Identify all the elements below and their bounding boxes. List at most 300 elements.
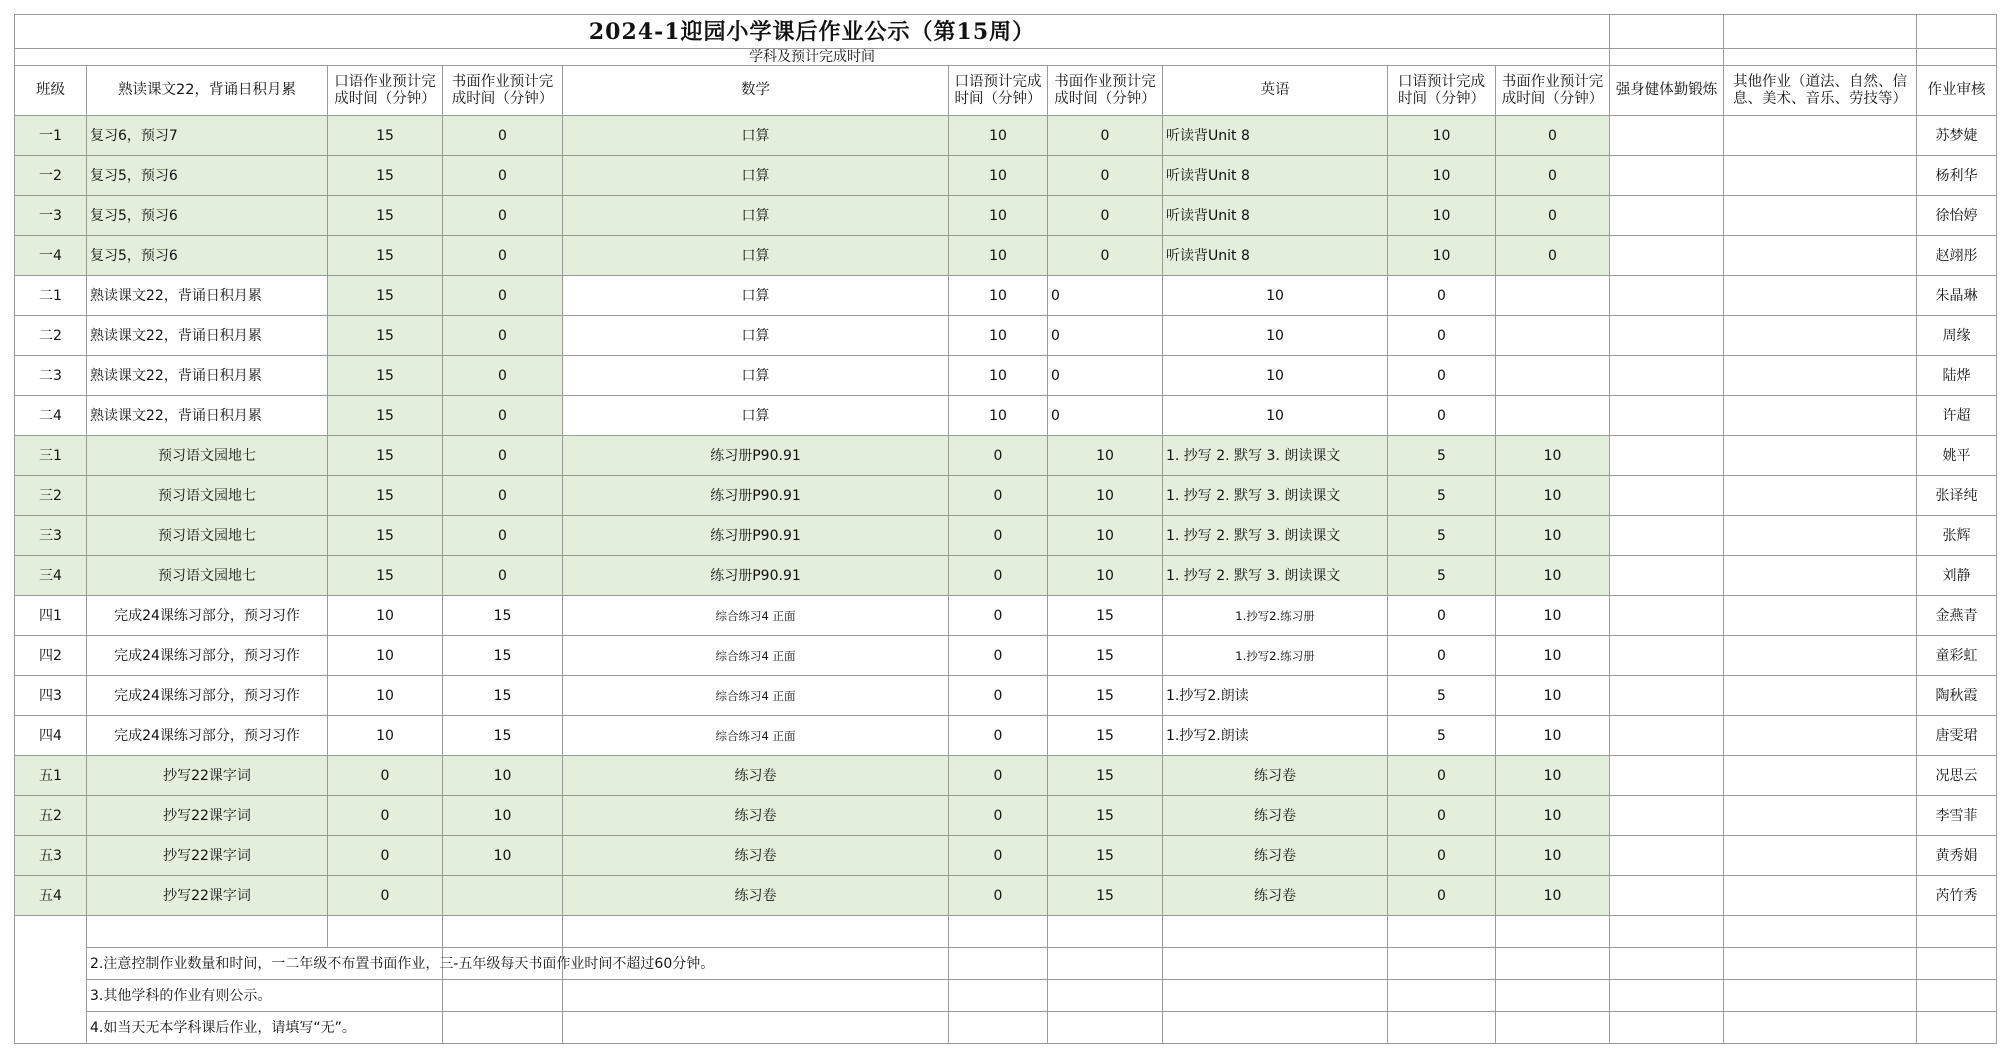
cell-pe[interactable] <box>1610 836 1724 876</box>
cell-math[interactable]: 口算 <box>563 276 949 316</box>
cell-math[interactable]: 练习卷 <box>563 836 949 876</box>
cell-english[interactable]: 1. 抄写 2. 默写 3. 朗读课文 <box>1163 436 1388 476</box>
cell-english[interactable]: 10 <box>1163 316 1388 356</box>
cell-empty[interactable] <box>949 1012 1048 1044</box>
cell-other[interactable] <box>1724 876 1917 916</box>
cell-pe[interactable] <box>1610 636 1724 676</box>
cell-chinese-written[interactable]: 0 <box>443 116 563 156</box>
cell-chinese-written[interactable]: 0 <box>443 476 563 516</box>
cell-class[interactable]: 三3 <box>15 516 87 556</box>
cell-chinese-oral[interactable]: 15 <box>328 156 443 196</box>
cell-chinese-written[interactable]: 0 <box>443 276 563 316</box>
cell-pe[interactable] <box>1610 756 1724 796</box>
cell-empty[interactable] <box>1917 49 1997 66</box>
cell-chinese[interactable]: 抄写22课字词 <box>87 876 328 916</box>
cell-chinese-oral[interactable]: 10 <box>328 636 443 676</box>
cell-english[interactable]: 练习卷 <box>1163 876 1388 916</box>
cell-empty[interactable] <box>1917 1012 1997 1044</box>
cell-math-oral[interactable]: 10 <box>949 356 1048 396</box>
cell-math-written[interactable]: 15 <box>1048 716 1163 756</box>
cell-english-written[interactable]: 10 <box>1496 756 1610 796</box>
cell-english[interactable]: 1.抄写2.练习册 <box>1163 636 1388 676</box>
cell-other[interactable] <box>1724 796 1917 836</box>
cell-class[interactable]: 二2 <box>15 316 87 356</box>
cell-pe[interactable] <box>1610 356 1724 396</box>
cell-english-written[interactable] <box>1496 276 1610 316</box>
cell-class[interactable]: 一3 <box>15 196 87 236</box>
cell-english-oral[interactable]: 0 <box>1388 636 1496 676</box>
cell-chinese-written[interactable]: 10 <box>443 756 563 796</box>
cell-english-written[interactable]: 10 <box>1496 836 1610 876</box>
cell-math-written[interactable]: 0 <box>1048 116 1163 156</box>
cell-english[interactable]: 1.抄写2.练习册 <box>1163 596 1388 636</box>
cell-math[interactable]: 口算 <box>563 356 949 396</box>
cell-english-oral[interactable]: 5 <box>1388 676 1496 716</box>
cell-chinese-oral[interactable]: 0 <box>328 756 443 796</box>
cell-chinese-written[interactable]: 15 <box>443 596 563 636</box>
cell-math-written[interactable]: 10 <box>1048 516 1163 556</box>
cell-english[interactable]: 10 <box>1163 276 1388 316</box>
cell-english-written[interactable]: 10 <box>1496 476 1610 516</box>
cell-math-oral[interactable]: 0 <box>949 716 1048 756</box>
cell-chinese[interactable]: 抄写22课字词 <box>87 796 328 836</box>
cell-pe[interactable] <box>1610 436 1724 476</box>
cell-chinese[interactable]: 预习语文园地七 <box>87 476 328 516</box>
cell-chinese[interactable]: 完成24课练习部分，预习习作 <box>87 716 328 756</box>
cell-pe[interactable] <box>1610 236 1724 276</box>
cell-chinese-oral[interactable]: 15 <box>328 436 443 476</box>
cell-chinese-written[interactable]: 0 <box>443 156 563 196</box>
cell-chinese[interactable]: 复习5，预习6 <box>87 156 328 196</box>
cell-math[interactable]: 练习册P90.91 <box>563 556 949 596</box>
cell-pe[interactable] <box>1610 156 1724 196</box>
cell-english-written[interactable] <box>1496 396 1610 436</box>
cell-pe[interactable] <box>1610 316 1724 356</box>
cell-class[interactable]: 二1 <box>15 276 87 316</box>
cell-class[interactable]: 五4 <box>15 876 87 916</box>
cell-review[interactable]: 苏梦婕 <box>1917 116 1997 156</box>
cell-math-oral[interactable]: 10 <box>949 236 1048 276</box>
cell-review[interactable]: 陶秋霞 <box>1917 676 1997 716</box>
cell-math[interactable]: 口算 <box>563 396 949 436</box>
cell-english-oral[interactable]: 5 <box>1388 436 1496 476</box>
cell-review[interactable]: 刘静 <box>1917 556 1997 596</box>
cell-class[interactable]: 三1 <box>15 436 87 476</box>
cell-empty[interactable] <box>1163 1012 1388 1044</box>
cell-chinese[interactable]: 复习6，预习7 <box>87 116 328 156</box>
cell-class[interactable]: 四2 <box>15 636 87 676</box>
cell-math-written[interactable]: 15 <box>1048 836 1163 876</box>
cell-review[interactable]: 杨利华 <box>1917 156 1997 196</box>
cell-math-oral[interactable]: 10 <box>949 396 1048 436</box>
cell-class[interactable]: 一1 <box>15 116 87 156</box>
cell-review[interactable]: 张译纯 <box>1917 476 1997 516</box>
cell-english-oral[interactable]: 0 <box>1388 796 1496 836</box>
cell-english-written[interactable]: 0 <box>1496 156 1610 196</box>
cell-pe[interactable] <box>1610 676 1724 716</box>
cell-english-oral[interactable]: 10 <box>1388 116 1496 156</box>
cell-math[interactable]: 综合练习4 正面 <box>563 636 949 676</box>
cell-pe[interactable] <box>1610 276 1724 316</box>
cell-chinese-oral[interactable]: 15 <box>328 356 443 396</box>
cell-english[interactable]: 练习卷 <box>1163 796 1388 836</box>
cell-english-oral[interactable]: 5 <box>1388 476 1496 516</box>
cell-math-written[interactable]: 0 <box>1048 196 1163 236</box>
cell-empty[interactable] <box>1048 916 1163 948</box>
cell-class[interactable]: 四4 <box>15 716 87 756</box>
cell-empty[interactable] <box>1724 15 1917 49</box>
cell-chinese[interactable]: 复习5，预习6 <box>87 196 328 236</box>
cell-review[interactable]: 陆烨 <box>1917 356 1997 396</box>
cell-empty[interactable] <box>1388 1012 1496 1044</box>
cell-chinese[interactable]: 熟读课文22，背诵日积月累 <box>87 316 328 356</box>
cell-english[interactable]: 1. 抄写 2. 默写 3. 朗读课文 <box>1163 516 1388 556</box>
cell-other[interactable] <box>1724 556 1917 596</box>
cell-chinese-written[interactable]: 10 <box>443 796 563 836</box>
cell-math-written[interactable]: 0 <box>1048 156 1163 196</box>
cell-empty[interactable] <box>443 1012 563 1044</box>
cell-class[interactable]: 一2 <box>15 156 87 196</box>
cell-class[interactable]: 二4 <box>15 396 87 436</box>
cell-class[interactable]: 五3 <box>15 836 87 876</box>
cell-empty[interactable] <box>1048 980 1163 1012</box>
cell-chinese-written[interactable]: 15 <box>443 676 563 716</box>
cell-class[interactable]: 五2 <box>15 796 87 836</box>
cell-math-written[interactable]: 15 <box>1048 596 1163 636</box>
cell-pe[interactable] <box>1610 596 1724 636</box>
cell-review[interactable]: 姚平 <box>1917 436 1997 476</box>
cell-chinese-written[interactable]: 0 <box>443 356 563 396</box>
cell-class[interactable]: 三4 <box>15 556 87 596</box>
cell-chinese[interactable]: 完成24课练习部分，预习习作 <box>87 636 328 676</box>
cell-english-oral[interactable]: 10 <box>1388 196 1496 236</box>
cell-english-oral[interactable]: 0 <box>1388 396 1496 436</box>
cell-pe[interactable] <box>1610 796 1724 836</box>
cell-english-written[interactable]: 0 <box>1496 116 1610 156</box>
cell-chinese-written[interactable]: 0 <box>443 196 563 236</box>
cell-empty[interactable] <box>563 980 949 1012</box>
cell-chinese-written[interactable]: 0 <box>443 556 563 596</box>
cell-chinese[interactable]: 完成24课练习部分，预习习作 <box>87 676 328 716</box>
cell-chinese-written[interactable]: 15 <box>443 716 563 756</box>
cell-pe[interactable] <box>1610 716 1724 756</box>
cell-math-oral[interactable]: 0 <box>949 556 1048 596</box>
cell-math-written[interactable]: 15 <box>1048 636 1163 676</box>
cell-other[interactable] <box>1724 636 1917 676</box>
cell-math-oral[interactable]: 10 <box>949 316 1048 356</box>
cell-english-written[interactable]: 10 <box>1496 596 1610 636</box>
cell-empty[interactable] <box>1917 15 1997 49</box>
cell-math-oral[interactable]: 0 <box>949 836 1048 876</box>
cell-review[interactable]: 李雪菲 <box>1917 796 1997 836</box>
cell-review[interactable]: 况思云 <box>1917 756 1997 796</box>
cell-english[interactable]: 10 <box>1163 396 1388 436</box>
cell-math[interactable]: 综合练习4 正面 <box>563 596 949 636</box>
cell-english[interactable]: 听读背Unit 8 <box>1163 236 1388 276</box>
cell-other[interactable] <box>1724 396 1917 436</box>
cell-pe[interactable] <box>1610 876 1724 916</box>
cell-empty[interactable] <box>15 916 87 1044</box>
cell-empty[interactable] <box>1496 916 1610 948</box>
cell-english-oral[interactable]: 5 <box>1388 556 1496 596</box>
cell-other[interactable] <box>1724 316 1917 356</box>
cell-math[interactable]: 练习卷 <box>563 876 949 916</box>
cell-empty[interactable] <box>949 948 1048 980</box>
cell-chinese[interactable]: 预习语文园地七 <box>87 556 328 596</box>
cell-math[interactable]: 练习册P90.91 <box>563 476 949 516</box>
cell-english[interactable]: 10 <box>1163 356 1388 396</box>
cell-english-written[interactable]: 10 <box>1496 796 1610 836</box>
cell-english[interactable]: 练习卷 <box>1163 756 1388 796</box>
cell-empty[interactable] <box>443 916 563 948</box>
cell-chinese-oral[interactable]: 15 <box>328 196 443 236</box>
cell-english[interactable]: 听读背Unit 8 <box>1163 156 1388 196</box>
cell-chinese-written[interactable]: 0 <box>443 436 563 476</box>
cell-empty[interactable] <box>1724 1012 1917 1044</box>
cell-english-written[interactable] <box>1496 356 1610 396</box>
cell-empty[interactable] <box>1724 916 1917 948</box>
cell-review[interactable]: 赵翊彤 <box>1917 236 1997 276</box>
cell-empty[interactable] <box>1496 1012 1610 1044</box>
cell-class[interactable]: 二3 <box>15 356 87 396</box>
cell-chinese-oral[interactable]: 15 <box>328 316 443 356</box>
cell-english[interactable]: 1. 抄写 2. 默写 3. 朗读课文 <box>1163 556 1388 596</box>
cell-english-written[interactable]: 10 <box>1496 556 1610 596</box>
cell-english-oral[interactable]: 10 <box>1388 156 1496 196</box>
cell-english-written[interactable]: 10 <box>1496 636 1610 676</box>
cell-class[interactable]: 四1 <box>15 596 87 636</box>
cell-math-oral[interactable]: 0 <box>949 436 1048 476</box>
cell-empty[interactable] <box>563 1012 949 1044</box>
cell-english-written[interactable] <box>1496 316 1610 356</box>
cell-math-written[interactable]: 0 <box>1048 276 1163 316</box>
cell-other[interactable] <box>1724 836 1917 876</box>
cell-english-written[interactable]: 10 <box>1496 876 1610 916</box>
cell-math-written[interactable]: 10 <box>1048 556 1163 596</box>
cell-english[interactable]: 1.抄写2.朗读 <box>1163 716 1388 756</box>
cell-empty[interactable] <box>1610 49 1724 66</box>
cell-empty[interactable] <box>1724 49 1917 66</box>
cell-pe[interactable] <box>1610 196 1724 236</box>
cell-math-oral[interactable]: 0 <box>949 756 1048 796</box>
cell-pe[interactable] <box>1610 516 1724 556</box>
cell-other[interactable] <box>1724 756 1917 796</box>
cell-chinese[interactable]: 预习语文园地七 <box>87 516 328 556</box>
cell-chinese-oral[interactable]: 15 <box>328 516 443 556</box>
cell-math-oral[interactable]: 0 <box>949 676 1048 716</box>
cell-class[interactable]: 四3 <box>15 676 87 716</box>
cell-math-oral[interactable]: 10 <box>949 196 1048 236</box>
cell-other[interactable] <box>1724 156 1917 196</box>
cell-review[interactable]: 许超 <box>1917 396 1997 436</box>
cell-english-written[interactable]: 10 <box>1496 436 1610 476</box>
cell-empty[interactable] <box>87 916 328 948</box>
cell-other[interactable] <box>1724 196 1917 236</box>
cell-other[interactable] <box>1724 516 1917 556</box>
cell-pe[interactable] <box>1610 116 1724 156</box>
cell-review[interactable]: 芮竹秀 <box>1917 876 1997 916</box>
cell-class[interactable]: 一4 <box>15 236 87 276</box>
cell-other[interactable] <box>1724 276 1917 316</box>
cell-review[interactable]: 张辉 <box>1917 516 1997 556</box>
cell-empty[interactable] <box>1496 948 1610 980</box>
cell-chinese-oral[interactable]: 15 <box>328 116 443 156</box>
cell-math[interactable]: 练习册P90.91 <box>563 516 949 556</box>
cell-other[interactable] <box>1724 116 1917 156</box>
cell-pe[interactable] <box>1610 476 1724 516</box>
cell-math-written[interactable]: 15 <box>1048 796 1163 836</box>
cell-chinese-oral[interactable]: 10 <box>328 596 443 636</box>
cell-class[interactable]: 三2 <box>15 476 87 516</box>
cell-english[interactable]: 1. 抄写 2. 默写 3. 朗读课文 <box>1163 476 1388 516</box>
cell-chinese-oral[interactable]: 0 <box>328 796 443 836</box>
cell-empty[interactable] <box>1388 916 1496 948</box>
cell-empty[interactable] <box>1163 980 1388 1012</box>
cell-math[interactable]: 口算 <box>563 316 949 356</box>
cell-chinese-oral[interactable]: 0 <box>328 876 443 916</box>
cell-empty[interactable] <box>1724 948 1917 980</box>
cell-chinese[interactable]: 熟读课文22，背诵日积月累 <box>87 276 328 316</box>
cell-other[interactable] <box>1724 676 1917 716</box>
cell-other[interactable] <box>1724 356 1917 396</box>
cell-english-written[interactable]: 0 <box>1496 196 1610 236</box>
cell-chinese[interactable]: 抄写22课字词 <box>87 836 328 876</box>
cell-math[interactable]: 综合练习4 正面 <box>563 716 949 756</box>
cell-math-oral[interactable]: 0 <box>949 476 1048 516</box>
cell-other[interactable] <box>1724 476 1917 516</box>
cell-math-oral[interactable]: 0 <box>949 876 1048 916</box>
cell-chinese[interactable]: 复习5，预习6 <box>87 236 328 276</box>
cell-empty[interactable] <box>1610 980 1724 1012</box>
cell-empty[interactable] <box>1917 980 1997 1012</box>
cell-math-oral[interactable]: 0 <box>949 636 1048 676</box>
cell-chinese-oral[interactable]: 10 <box>328 676 443 716</box>
cell-english-written[interactable]: 10 <box>1496 516 1610 556</box>
cell-review[interactable]: 徐怡婷 <box>1917 196 1997 236</box>
cell-english-written[interactable]: 10 <box>1496 716 1610 756</box>
cell-math-oral[interactable]: 10 <box>949 156 1048 196</box>
cell-chinese[interactable]: 抄写22课字词 <box>87 756 328 796</box>
cell-english-written[interactable]: 10 <box>1496 676 1610 716</box>
cell-other[interactable] <box>1724 436 1917 476</box>
cell-math-oral[interactable]: 10 <box>949 116 1048 156</box>
cell-chinese-oral[interactable]: 15 <box>328 396 443 436</box>
cell-english[interactable]: 1.抄写2.朗读 <box>1163 676 1388 716</box>
cell-class[interactable]: 五1 <box>15 756 87 796</box>
cell-review[interactable]: 周缘 <box>1917 316 1997 356</box>
cell-empty[interactable] <box>1048 1012 1163 1044</box>
cell-math-written[interactable]: 10 <box>1048 476 1163 516</box>
cell-empty[interactable] <box>563 916 949 948</box>
cell-math[interactable]: 练习卷 <box>563 796 949 836</box>
cell-chinese-oral[interactable]: 15 <box>328 556 443 596</box>
cell-english-oral[interactable]: 10 <box>1388 236 1496 276</box>
cell-math-oral[interactable]: 0 <box>949 516 1048 556</box>
cell-chinese-written[interactable]: 0 <box>443 516 563 556</box>
cell-empty[interactable] <box>1388 980 1496 1012</box>
cell-chinese-written[interactable]: 0 <box>443 396 563 436</box>
cell-chinese-written[interactable] <box>443 876 563 916</box>
cell-pe[interactable] <box>1610 556 1724 596</box>
cell-empty[interactable] <box>1724 980 1917 1012</box>
cell-review[interactable]: 黄秀娟 <box>1917 836 1997 876</box>
cell-math-written[interactable]: 0 <box>1048 236 1163 276</box>
cell-english-oral[interactable]: 0 <box>1388 756 1496 796</box>
cell-math[interactable]: 口算 <box>563 196 949 236</box>
cell-empty[interactable] <box>949 916 1048 948</box>
cell-empty[interactable] <box>328 916 443 948</box>
cell-empty[interactable] <box>1163 916 1388 948</box>
cell-pe[interactable] <box>1610 396 1724 436</box>
cell-english-oral[interactable]: 0 <box>1388 356 1496 396</box>
cell-english[interactable]: 练习卷 <box>1163 836 1388 876</box>
cell-english[interactable]: 听读背Unit 8 <box>1163 116 1388 156</box>
cell-english-written[interactable]: 0 <box>1496 236 1610 276</box>
cell-empty[interactable] <box>1048 948 1163 980</box>
cell-math-written[interactable]: 0 <box>1048 316 1163 356</box>
cell-chinese-written[interactable]: 15 <box>443 636 563 676</box>
cell-chinese-oral[interactable]: 0 <box>328 836 443 876</box>
cell-review[interactable]: 金燕青 <box>1917 596 1997 636</box>
cell-review[interactable]: 唐雯珺 <box>1917 716 1997 756</box>
cell-math-written[interactable]: 15 <box>1048 676 1163 716</box>
cell-math-written[interactable]: 15 <box>1048 876 1163 916</box>
cell-chinese-oral[interactable]: 15 <box>328 236 443 276</box>
cell-english-oral[interactable]: 0 <box>1388 316 1496 356</box>
cell-english-oral[interactable]: 5 <box>1388 516 1496 556</box>
cell-english-oral[interactable]: 0 <box>1388 836 1496 876</box>
cell-english[interactable]: 听读背Unit 8 <box>1163 196 1388 236</box>
cell-math-written[interactable]: 0 <box>1048 356 1163 396</box>
cell-math-oral[interactable]: 0 <box>949 796 1048 836</box>
cell-math-written[interactable]: 15 <box>1048 756 1163 796</box>
cell-empty[interactable] <box>1163 948 1388 980</box>
cell-math[interactable]: 练习卷 <box>563 756 949 796</box>
cell-math-oral[interactable]: 0 <box>949 596 1048 636</box>
cell-empty[interactable] <box>1610 948 1724 980</box>
cell-empty[interactable] <box>1917 948 1997 980</box>
cell-chinese[interactable]: 熟读课文22，背诵日积月累 <box>87 396 328 436</box>
cell-english-oral[interactable]: 0 <box>1388 596 1496 636</box>
cell-review[interactable]: 童彩虹 <box>1917 636 1997 676</box>
cell-chinese-written[interactable]: 0 <box>443 316 563 356</box>
cell-chinese-oral[interactable]: 10 <box>328 716 443 756</box>
cell-math[interactable]: 口算 <box>563 236 949 276</box>
cell-other[interactable] <box>1724 596 1917 636</box>
cell-chinese[interactable]: 熟读课文22，背诵日积月累 <box>87 356 328 396</box>
cell-english-oral[interactable]: 0 <box>1388 276 1496 316</box>
cell-chinese-written[interactable]: 0 <box>443 236 563 276</box>
cell-empty[interactable] <box>1610 916 1724 948</box>
cell-math[interactable]: 综合练习4 正面 <box>563 676 949 716</box>
cell-empty[interactable] <box>1388 948 1496 980</box>
cell-empty[interactable] <box>949 980 1048 1012</box>
cell-english-oral[interactable]: 5 <box>1388 716 1496 756</box>
cell-empty[interactable] <box>1610 15 1724 49</box>
cell-chinese-written[interactable]: 10 <box>443 836 563 876</box>
cell-chinese-oral[interactable]: 15 <box>328 276 443 316</box>
cell-math-written[interactable]: 10 <box>1048 436 1163 476</box>
cell-empty[interactable] <box>1496 980 1610 1012</box>
cell-math-oral[interactable]: 10 <box>949 276 1048 316</box>
cell-empty[interactable] <box>1610 1012 1724 1044</box>
cell-chinese[interactable]: 完成24课练习部分，预习习作 <box>87 596 328 636</box>
cell-empty[interactable] <box>443 980 563 1012</box>
cell-math[interactable]: 口算 <box>563 156 949 196</box>
cell-math[interactable]: 口算 <box>563 116 949 156</box>
cell-chinese-oral[interactable]: 15 <box>328 476 443 516</box>
cell-empty[interactable] <box>1917 916 1997 948</box>
